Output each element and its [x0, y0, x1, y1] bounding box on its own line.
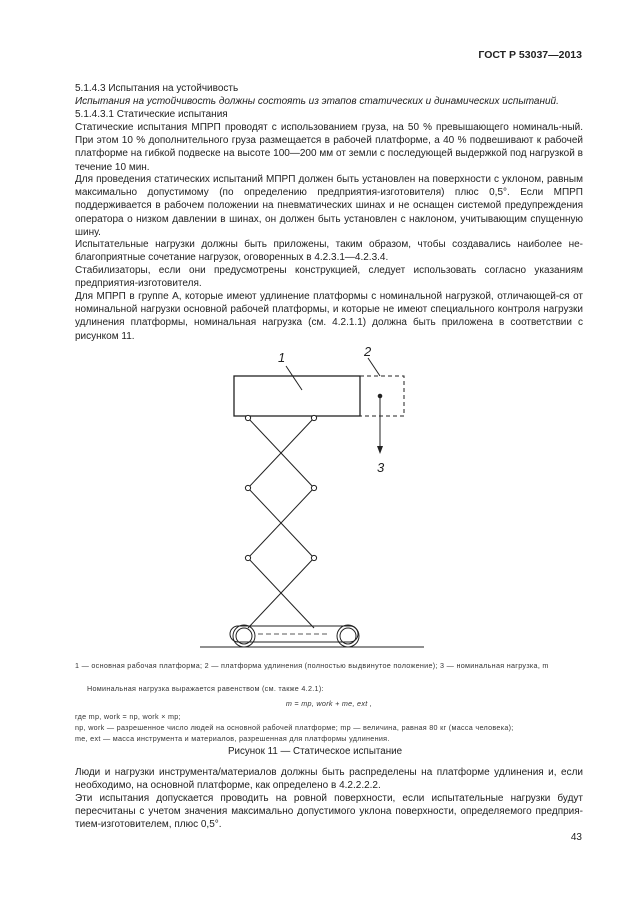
where-line-2: np, work — разрешенное число людей на основной рабочей платформе; mp — величина, равная 80 кг (масса человека);: [75, 723, 514, 732]
formula-intro: Номинальная нагрузка выражается равенством (см. также 4.2.1):: [87, 684, 324, 693]
figure-legend: 1 — основная рабочая платформа; 2 — платформа удлинения (полностью выдвинутое положение); 3 — номинальная нагрузка, m: [75, 661, 549, 670]
paragraph-group-a: Для МПРП в группе А, которые имеют удлинение платформы с номинальной нагрузкой, отличающей-ся от номинальной нагрузки основной рабочей платформы, и которые не имеют специального контроля нагрузки удлинения платформы, номинальная нагрузка (см. 4.2.1.1) должна быть приложена в соответствии с рисунком 11.: [75, 291, 583, 342]
where-line-3: me, ext — масса инструмента и материалов, разрешенная для платформы удлинения.: [75, 734, 390, 743]
where-line-1: где mp, work = np, work × mp;: [75, 712, 181, 721]
section-heading-stability: 5.1.4.3 Испытания на устойчивость: [75, 83, 239, 94]
label-2: 2: [364, 344, 372, 359]
scissor-lift-figure: [200, 340, 440, 660]
label-3: 3: [377, 460, 385, 475]
page-number: 43: [570, 832, 582, 843]
paragraph-static-load: Статические испытания МПРП проводят с использованием груза, на 50 % превышающего номиналь-ный. При этом 10 % дополнительного груза размещается в рабочей платформе, а 40 % подвешивают к рабочей платформе на гибкой подвеске на высоте 100—200 мм от земли с последующей выдержкой под нагрузкой в течение 10 мин.: [75, 122, 583, 173]
paragraph-slope: Для проведения статических испытаний МПРП должен быть установлен на поверхности с уклоном, равным максимально допустимому (по определению предприятия-изготовителя) плюс 0,5°. Если МПРП поддерживается в рабочем положении на пневматических шинах и не оснащен системой предупреждения оператора о низком давлении в шинах, он должен быть установлен с наклоном, учитывающим спущенную шину.: [75, 174, 583, 238]
figure-caption: Рисунок 11 — Статическое испытание: [227, 746, 403, 757]
formula: m = mp, work + me, ext ,: [285, 699, 373, 708]
document-standard-header: ГОСТ Р 53037—2013: [478, 49, 582, 61]
load-arrow-icon: [377, 446, 383, 454]
paragraph-loads: Испытательные нагрузки должны быть приложены, таким образом, чтобы создавались наиболее не-благоприятные сочетание нагрузок, оговоренных в 4.2.3.1—4.2.3.4.: [75, 239, 583, 264]
section-heading-static: 5.1.4.3.1 Статические испытания: [75, 109, 228, 120]
stability-note: Испытания на устойчивость должны состоять из этапов статических и динамических испытаний.: [75, 96, 559, 107]
paragraph-flat-surface: Эти испытания допускается проводить на ровной поверхности, если испытательные нагрузки будут пересчитаны с учетом значения максимально допустимого уклона поверхности, определяемого предприя-тием-изготовителем, плюс 0,5°.: [75, 793, 583, 831]
paragraph-distribution: Люди и нагрузки инструмента/материалов должны быть распределены на платформе удлинения и, если необходимо, на основной платформе, как определено в 4.2.2.2.2.: [75, 767, 583, 792]
paragraph-stabilizers: Стабилизаторы, если они предусмотрены конструкцией, следует использовать согласно указаниям предприятия-изготовителя.: [75, 265, 583, 290]
label-1: 1: [278, 350, 286, 365]
